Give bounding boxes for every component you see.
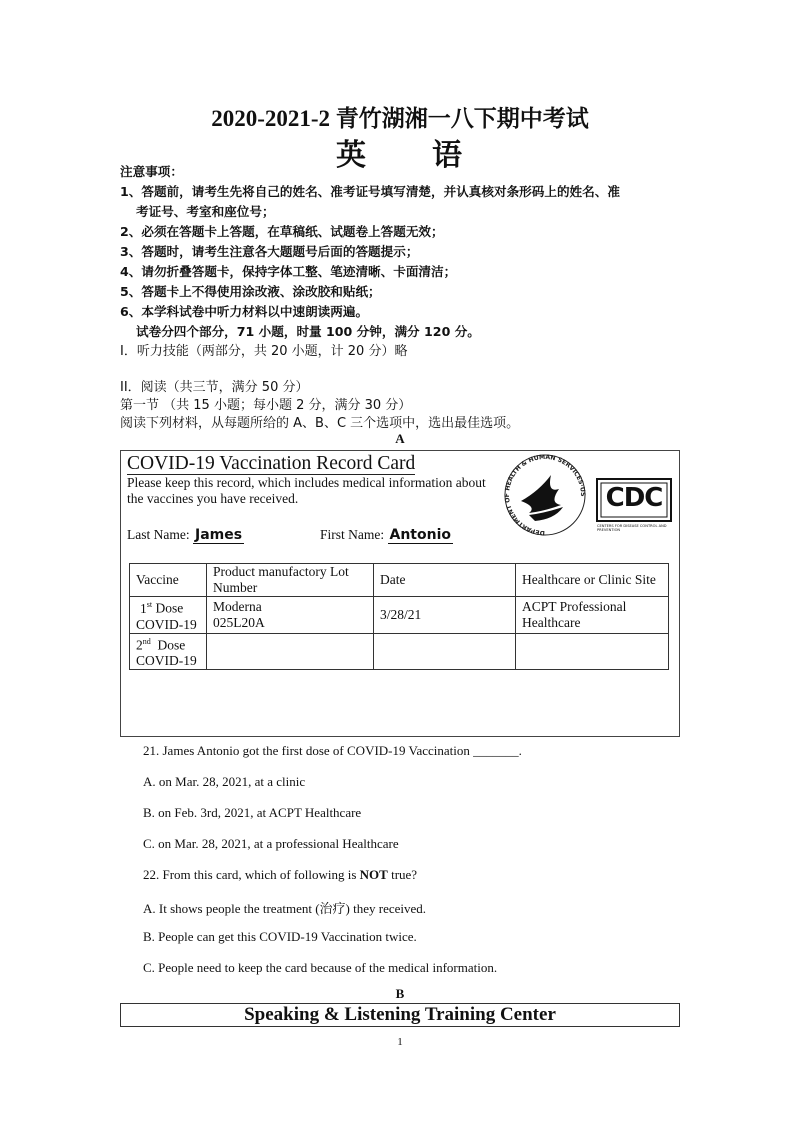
passage-label-a: A <box>395 431 405 446</box>
header-vaccine: Vaccine <box>130 564 207 597</box>
question-21: 21. James Antonio got the first dose of COVID-19 Vaccination _______. <box>143 743 522 758</box>
header-site: Healthcare or Clinic Site <box>516 564 669 597</box>
passage-label-b: B <box>395 986 405 1001</box>
first-name-row: First Name: Antonio <box>320 527 451 543</box>
first-name-value: Antonio <box>389 527 451 543</box>
cdc-logo-text: CDC <box>605 483 663 513</box>
manufacturer-cell: Moderna 025L20A <box>207 597 374 634</box>
table-row <box>130 633 669 670</box>
q22-option-c: C. People need to keep the card because of the medical information. <box>143 960 498 975</box>
note-item: 1、答题前，请考生先将自己的姓名、准考证号填写清楚，并认真核对条形码上的姓名、准 <box>120 184 620 199</box>
note-item: 考证号、考室和座位号； <box>136 204 275 219</box>
page-number: 1 <box>397 1036 403 1048</box>
exam-notes <box>120 162 700 342</box>
notes-heading: 注意事项： <box>120 164 183 179</box>
dose-cell: 2nd Dose COVID-19 <box>130 633 207 670</box>
table-row <box>130 597 669 634</box>
question-22: 22. From this card, which of following is NOT true? <box>143 867 418 882</box>
note-item: 2、必须在答题卡上答题，在草稿纸、试题卷上答题无效； <box>120 224 444 239</box>
header-manufacturer: Product manufactory Lot Number <box>207 564 374 597</box>
cdc-logo-subtext: CENTERS FOR DISEASE CONTROL AND PREVENTION <box>597 524 667 532</box>
vaccination-card <box>120 450 680 737</box>
q21-option-c: C. on Mar. 28, 2021, at a professional Healthcare <box>143 836 399 851</box>
q22-option-a: A. It shows people the treatment (治疗) they received. <box>143 901 427 916</box>
date-cell: 3/28/21 <box>374 597 516 634</box>
dose-cell: 1st Dose COVID-19 <box>130 597 207 634</box>
part1-heading: I．听力技能（两部分，共 20 小题，计 20 分）略 <box>120 344 408 359</box>
q21-option-a: A. on Mar. 28, 2021, at a clinic <box>143 774 306 789</box>
svg-text:DEPARTMENT OF HEALTH & HUMAN S: DEPARTMENT OF HEALTH & HUMAN SERVICES·US <box>503 453 587 537</box>
q21-option-b: B. on Feb. 3rd, 2021, at ACPT Healthcare <box>143 805 362 820</box>
passage-b-banner: Speaking & Listening Training Center <box>120 1003 680 1027</box>
exam-title: 2020-2021-2 青竹湖湘一八下期中考试 <box>211 106 589 131</box>
manufacturer-cell <box>207 633 374 670</box>
card-description: Please keep this record, which includes medical information about the vaccines you have received. <box>127 475 486 506</box>
note-item: 6、本学科试卷中听力材料以中速朗读两遍。 <box>120 304 369 319</box>
vaccination-table <box>129 563 669 670</box>
note-item: 4、请勿折叠答题卡，保持字体工整、笔迹清晰、卡面清洁； <box>120 264 457 279</box>
note-item: 5、答题卡上不得使用涂改液、涂改胶和贴纸； <box>120 284 381 299</box>
site-cell: ACPT Professional Healthcare <box>516 597 669 634</box>
q22-option-b: B. People can get this COVID-19 Vaccination twice. <box>143 929 417 944</box>
date-cell <box>374 633 516 670</box>
last-name-value: James <box>194 527 243 543</box>
note-item: 3、答题时，请考生注意各大题题号后面的答题提示； <box>120 244 419 259</box>
card-title: COVID-19 Vaccination Record Card <box>127 453 416 474</box>
table-header-row <box>130 564 669 597</box>
subject-title: 英 语 <box>336 138 464 173</box>
last-name-row: Last Name: James <box>127 527 243 543</box>
header-date: Date <box>374 564 516 597</box>
part2-section1: 第一节 （共 15 小题；每小题 2 分，满分 30 分） <box>120 398 412 413</box>
part2-instructions: 阅读下列材料，从每题所给的 A、B、C 三个选项中，选出最佳选项。 <box>120 416 520 431</box>
note-item: 试卷分四个部分，71 小题，时量 100 分钟，满分 120 分。 <box>136 324 480 339</box>
site-cell <box>516 633 669 670</box>
hhs-cdc-logo <box>499 453 675 543</box>
part2-heading: II．阅读（共三节，满分 50 分） <box>120 380 309 395</box>
